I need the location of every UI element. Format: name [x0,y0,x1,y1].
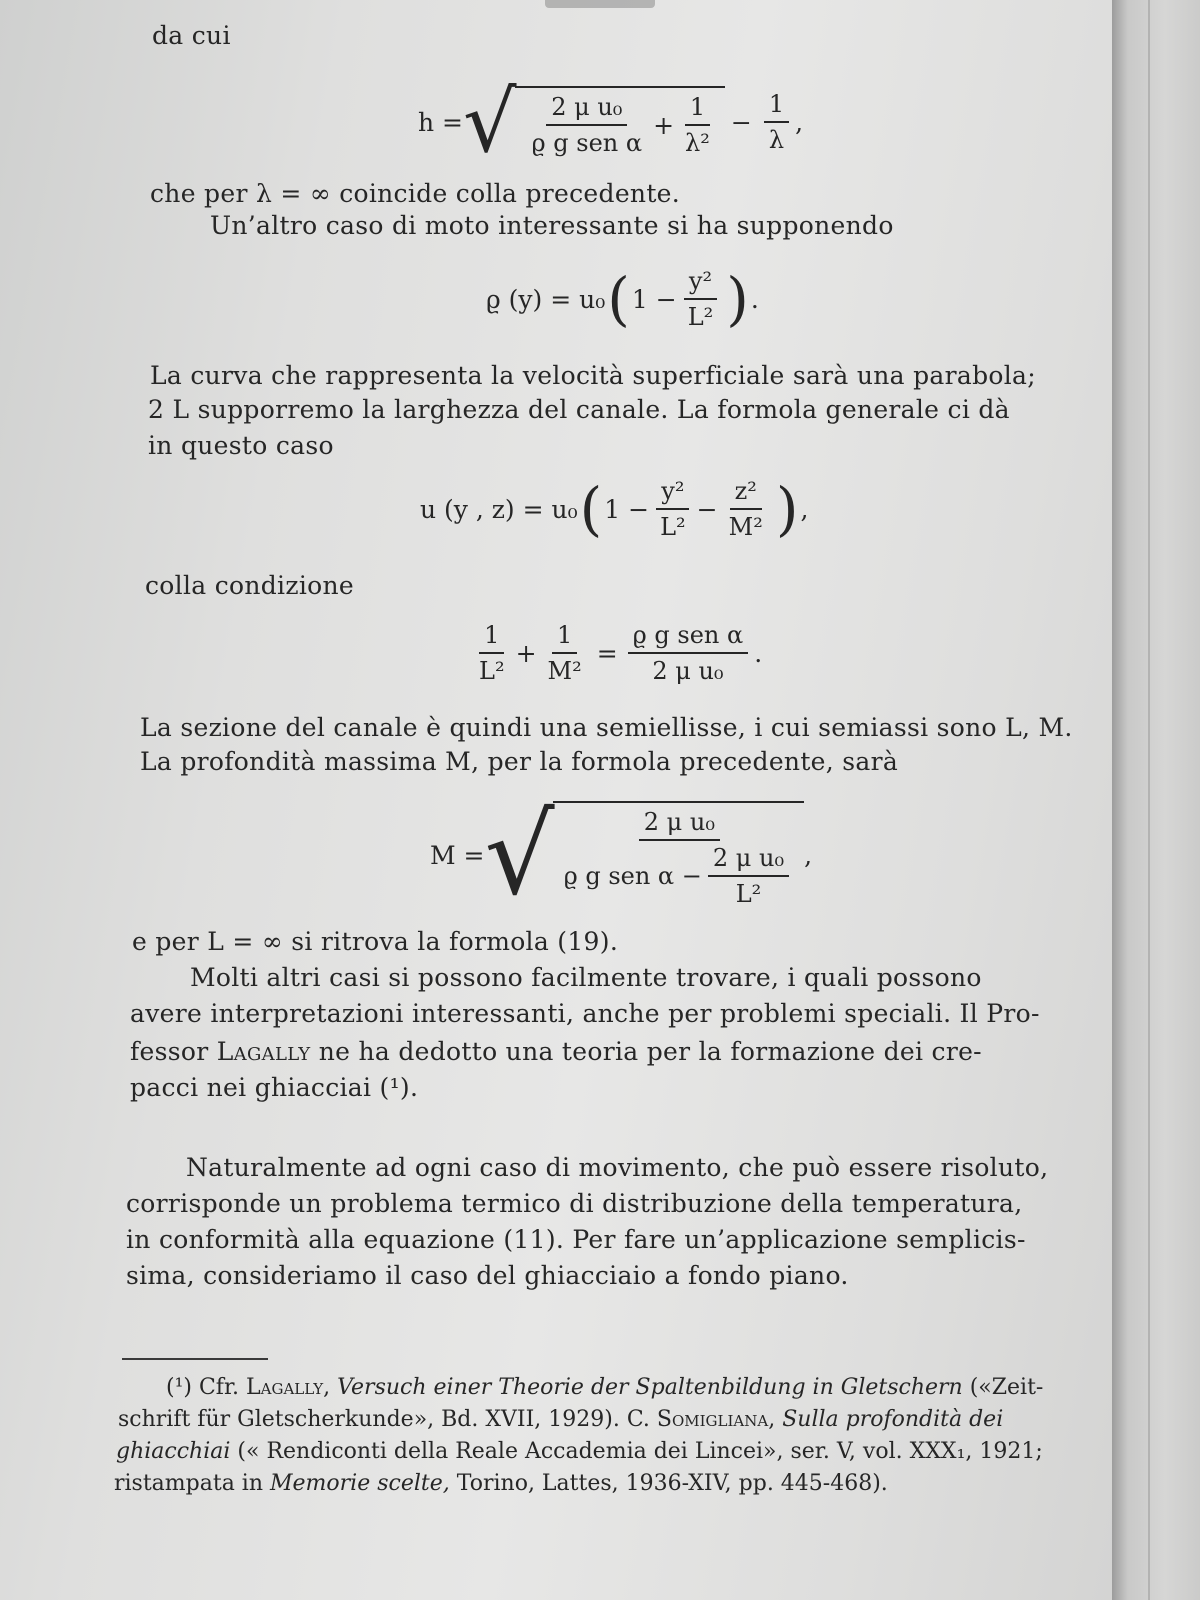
text-line: Un’altro caso di moto interessante si ha supponendo [210,211,894,240]
footnote-rule [122,1358,268,1360]
text-line: La sezione del canale è quindi una semiellisse, i cui semiassi sono L, M. [140,713,1073,742]
text-line: che per λ = ∞ coincide colla precedente. [150,179,681,208]
text-line: fessor Lagally ne ha dedotto una teoria per la formazione dei cre- [130,1037,982,1066]
text-line: pacci nei ghiacciai (¹). [130,1073,419,1102]
text-line: Naturalmente ad ogni caso di movimento, che può essere risoluto, [186,1153,1049,1182]
page-edge-line [1148,0,1150,1600]
footnote-line: ristampata in Memorie scelte, Torino, Lattes, 1936-XIV, pp. 445-468). [114,1471,888,1496]
text-line: e per L = ∞ si ritrova la formola (19). [132,927,619,956]
equation-phi: ϱ (y) = u₀ ( 1 − $\frac{\text{y²}}{\text{L²}}$ ) . [486,265,759,333]
page-number-fragment [545,0,655,8]
equation-u: u (y , z) = u₀ ( 1 − $\frac{\text{y²}}{\text{L²}}$ − $\frac{\text{z²}}{\text{M²}}$ ) , [420,475,809,543]
text-line: colla condizione [145,571,354,600]
equation-M: M = √ 2 μ u₀ ϱ g sen α − $\frac{\text{2 μ u₀}}{\text{L²}}$ , [430,791,813,919]
equation-condition: $\frac{1}{\text{L²}}$ + $\frac{1}{\text{M²}}$ = $\frac{\text{ϱ g sen α}}{\text{2 μ u₀}}$ . [479,621,763,685]
text-line: Molti altri casi si possono facilmente trovare, i quali possono [190,963,982,992]
text-line: in conformità alla equazione (11). Per fare un’applicazione semplicis- [126,1225,1026,1254]
text-line: La profondità massima M, per la formola precedente, sarà [140,747,899,776]
author-name: Lagally [216,1037,311,1066]
text-line: corrisponde un problema termico di distribuzione della temperatura, [126,1189,1023,1218]
radical-sign: √ [484,791,555,919]
text-line: da cui [152,21,231,50]
text-line: in questo caso [148,431,334,460]
footnote-line: schrift für Gletscherkunde», Bd. XVII, 1929). C. Somigliana, Sulla profondità dei [118,1407,1004,1432]
text-line: avere interpretazioni interessanti, anche per problemi speciali. Il Pro- [130,999,1040,1028]
text-line: sima, consideriamo il caso del ghiacciaio a fondo piano. [126,1261,849,1290]
footnote-line: (¹) Cfr. Lagally, Versuch einer Theorie der Spaltenbildung in Gletschern («Zeit- [166,1375,1044,1400]
footnote-line: ghiacchiai (« Rendiconti della Reale Accademia dei Lincei», ser. V, vol. XXX₁, 1921; [116,1439,1043,1464]
text-line: 2 L supporremo la larghezza del canale. La formola generale ci dà [148,395,1010,424]
equation-h: h = √ $\frac{\text{2 μ u₀}}{\text{ϱ g sen α}}$ + $\frac{1}{\text{λ²}}$ − $\frac{1}{\lambda}$ , [418,73,804,171]
text-line: La curva che rappresenta la velocità superficiale sarà una parabola; [150,361,1036,390]
next-page-edge [1112,0,1200,1600]
radical-sign: √ [463,73,517,171]
